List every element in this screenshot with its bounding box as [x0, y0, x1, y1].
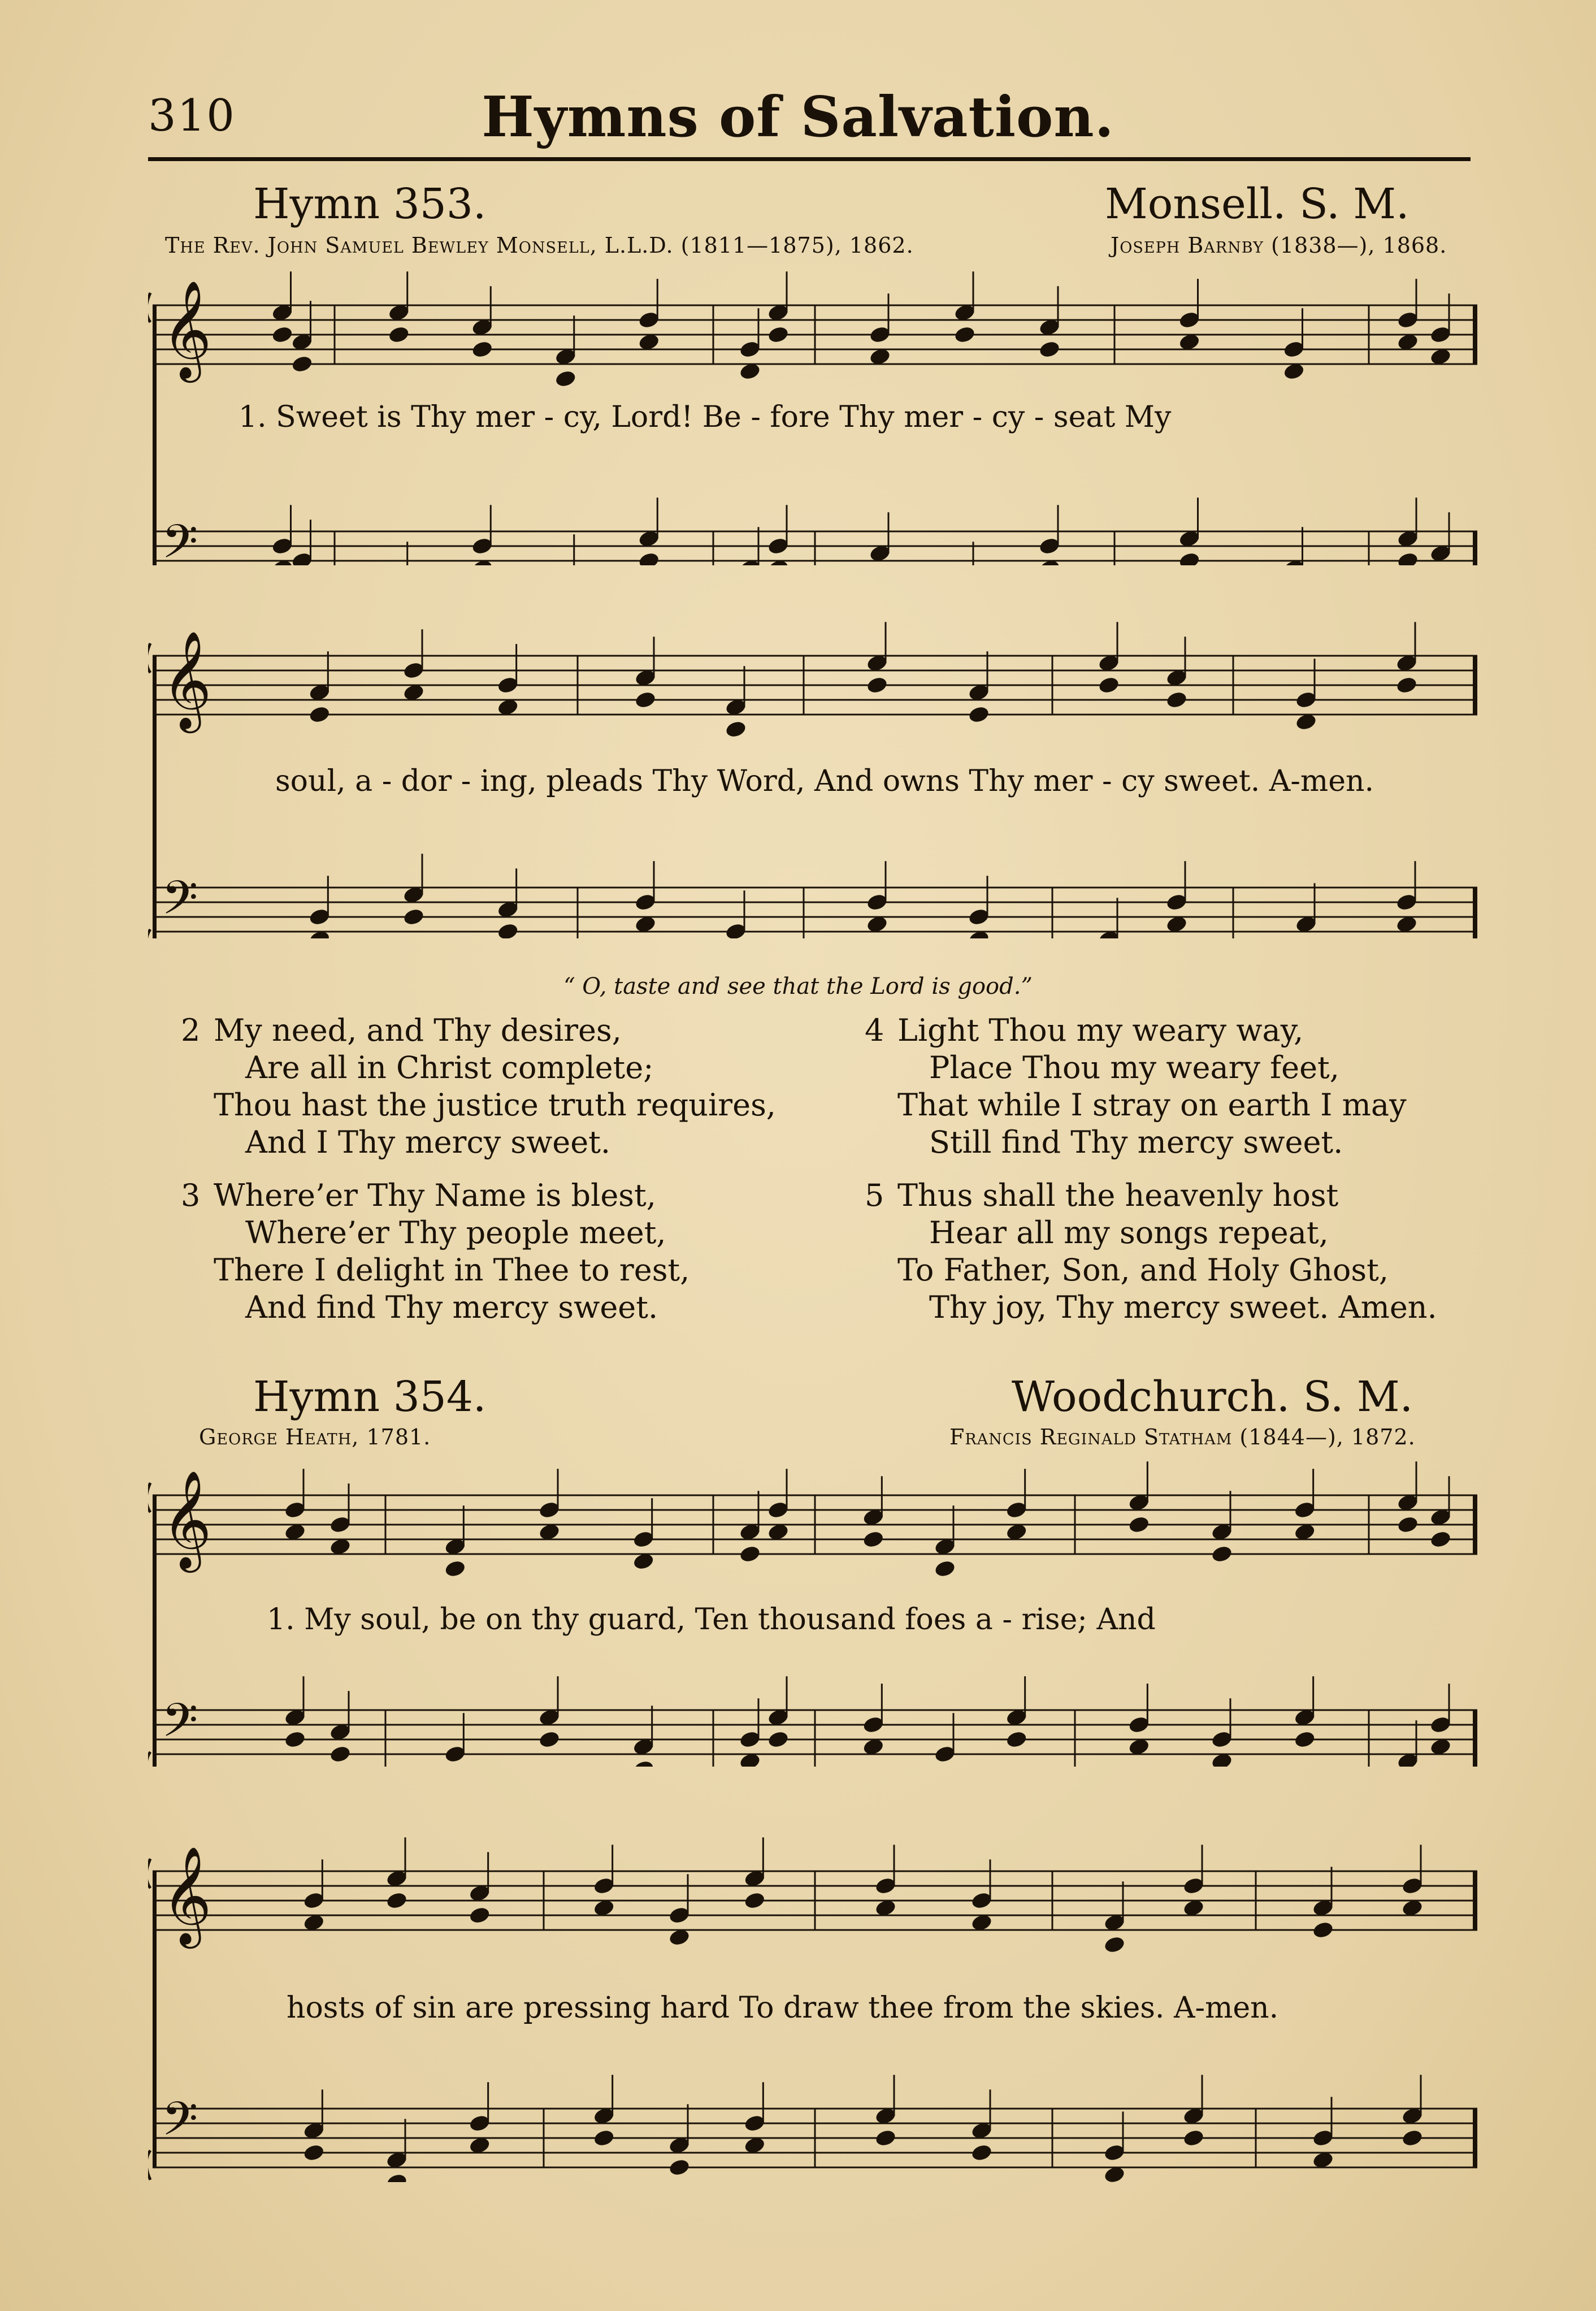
note [1038, 340, 1061, 359]
note [743, 1891, 766, 1910]
hymn-354-system-2 [148, 1837, 1480, 2182]
note [308, 705, 331, 724]
verse-line: Hear all my songs repeat, [929, 1215, 1329, 1250]
note [953, 325, 976, 344]
note [1429, 1530, 1452, 1549]
note [1401, 2128, 1424, 2148]
verse-4 [865, 1012, 1407, 1161]
note [1396, 551, 1419, 565]
verse-line: Thy joy, Thy mercy sweet. Amen. [929, 1289, 1437, 1325]
note [271, 325, 293, 344]
verse-line: Where’er Thy people meet, [245, 1215, 666, 1250]
bass-clef-icon: 𝄢 [162, 870, 198, 937]
note [725, 720, 747, 739]
hymn-353-tune: Monsell. S. M. [1105, 180, 1409, 228]
note [308, 929, 331, 938]
verse-number: 4 [865, 1012, 884, 1048]
hymn-354-lyrics-line-1: 1. My soul, be on thy guard, Ten thousand foes a - rise; And [267, 1603, 1156, 1637]
note [329, 1745, 352, 1764]
note [471, 340, 493, 359]
note [271, 559, 293, 565]
verse-line: Still find Thy mercy sweet. [929, 1124, 1343, 1160]
note [632, 1759, 655, 1767]
hymn-353-lyrics-line-1: 1. Sweet is Thy mer - cy, Lord! Be - fore Thy mer - cy - seat My [238, 400, 1172, 434]
note [388, 325, 410, 344]
note [1127, 1515, 1150, 1534]
note [402, 907, 425, 927]
note [874, 2128, 897, 2148]
verse-caption: “ O, taste and see that the Lord is good.” [563, 973, 1033, 999]
note [862, 1530, 884, 1549]
hymn-353-author: The Rev. John Samuel Bewley Monsell, L.L.D. (1811—1875), 1862. [165, 233, 914, 258]
page-number: 310 [148, 90, 236, 141]
note [1294, 1730, 1316, 1749]
bass-clef-icon: 𝄢 [162, 1693, 198, 1759]
verse-line: Where’er Thy Name is blest, [214, 1178, 656, 1213]
note [739, 1544, 761, 1564]
note [637, 551, 660, 565]
verse-line: That while I stray on earth I may [897, 1087, 1407, 1123]
note [1211, 1544, 1233, 1564]
note [866, 676, 888, 695]
hymn-353-title: Hymn 353. [253, 180, 487, 228]
treble-clef-icon: 𝄞 [162, 630, 212, 729]
note [385, 2172, 408, 2182]
note [634, 690, 657, 709]
verse-line: There I delight in Thee to rest, [214, 1252, 690, 1288]
system-bar [153, 1495, 157, 1767]
verse-line: My need, and Thy desires, [214, 1012, 622, 1048]
verse-line: Thou hast the justice truth requires, [214, 1087, 776, 1123]
hymn-354-author: George Heath, 1781. [199, 1425, 431, 1449]
note [1182, 2128, 1205, 2148]
hymn-353-system-1 [148, 271, 1480, 565]
note [968, 705, 990, 724]
note [471, 559, 493, 565]
verse-line: Place Thou my weary feet, [929, 1050, 1339, 1085]
system-bar [153, 305, 157, 565]
note [1312, 1920, 1334, 1940]
note [767, 325, 790, 344]
note [538, 1730, 561, 1749]
note [1396, 1515, 1419, 1534]
verse-line: Are all in Christ complete; [245, 1050, 654, 1085]
note [968, 929, 990, 938]
verse-5 [865, 1177, 1437, 1326]
header-rule [148, 157, 1471, 161]
hymn-354-title: Hymn 354. [253, 1373, 487, 1421]
note [302, 2143, 325, 2162]
note [1098, 676, 1120, 695]
note [444, 1559, 466, 1578]
hymn-353-system-2 [148, 622, 1480, 938]
note [1103, 1935, 1126, 1954]
verse-number: 2 [181, 1012, 201, 1048]
note [767, 1730, 790, 1749]
note [593, 2128, 615, 2148]
system-bar [153, 656, 157, 938]
verse-number: 5 [865, 1178, 884, 1213]
hymn-353-composer: Joseph Barnby (1838—), 1868. [1111, 233, 1447, 258]
note [934, 1559, 956, 1578]
verse-line: Light Thou my weary way, [897, 1012, 1304, 1048]
verse-line: To Father, Son, and Holy Ghost, [897, 1252, 1389, 1288]
verse-2 [181, 1012, 776, 1161]
hymn-354-system-1 [148, 1461, 1480, 1767]
verse-line: And I Thy mercy sweet. [245, 1124, 611, 1160]
note [497, 922, 519, 938]
note [554, 369, 577, 388]
verse-line: And find Thy mercy sweet. [245, 1289, 658, 1325]
note [1005, 1730, 1028, 1749]
note [1165, 690, 1188, 709]
bass-clef-icon: 𝄢 [162, 2091, 198, 2158]
treble-clef-icon: 𝄞 [162, 1470, 212, 1569]
verse-line: Thus shall the heavenly host [897, 1178, 1339, 1213]
hymn-353-lyrics-line-2: soul, a - dor - ing, pleads Thy Word, And owns Thy mer - cy sweet. A-men. [275, 764, 1374, 798]
verse-3 [181, 1177, 690, 1326]
note [1178, 551, 1200, 565]
bass-clef-icon: 𝄢 [162, 514, 198, 565]
hymn-354-tune: Woodchurch. S. M. [1012, 1373, 1413, 1421]
note [385, 1891, 408, 1910]
verse-number: 3 [181, 1178, 201, 1213]
note [1395, 676, 1418, 695]
note [668, 2158, 691, 2177]
note [970, 2143, 993, 2162]
note [1295, 937, 1317, 938]
running-head: Hymns of Salvation. [482, 85, 1114, 150]
note [290, 354, 313, 374]
note [284, 1730, 306, 1749]
treble-clef-icon: 𝄞 [162, 1846, 212, 1945]
hymn-354-composer: Francis Reginald Statham (1844—), 1872. [949, 1425, 1416, 1449]
treble-clef-icon: 𝄞 [162, 280, 212, 379]
hymn-354-lyrics-line-2: hosts of sin are pressing hard To draw thee from the skies. A-men. [287, 1991, 1279, 2025]
note [1038, 559, 1061, 565]
note [469, 1906, 491, 1925]
note [767, 559, 790, 565]
